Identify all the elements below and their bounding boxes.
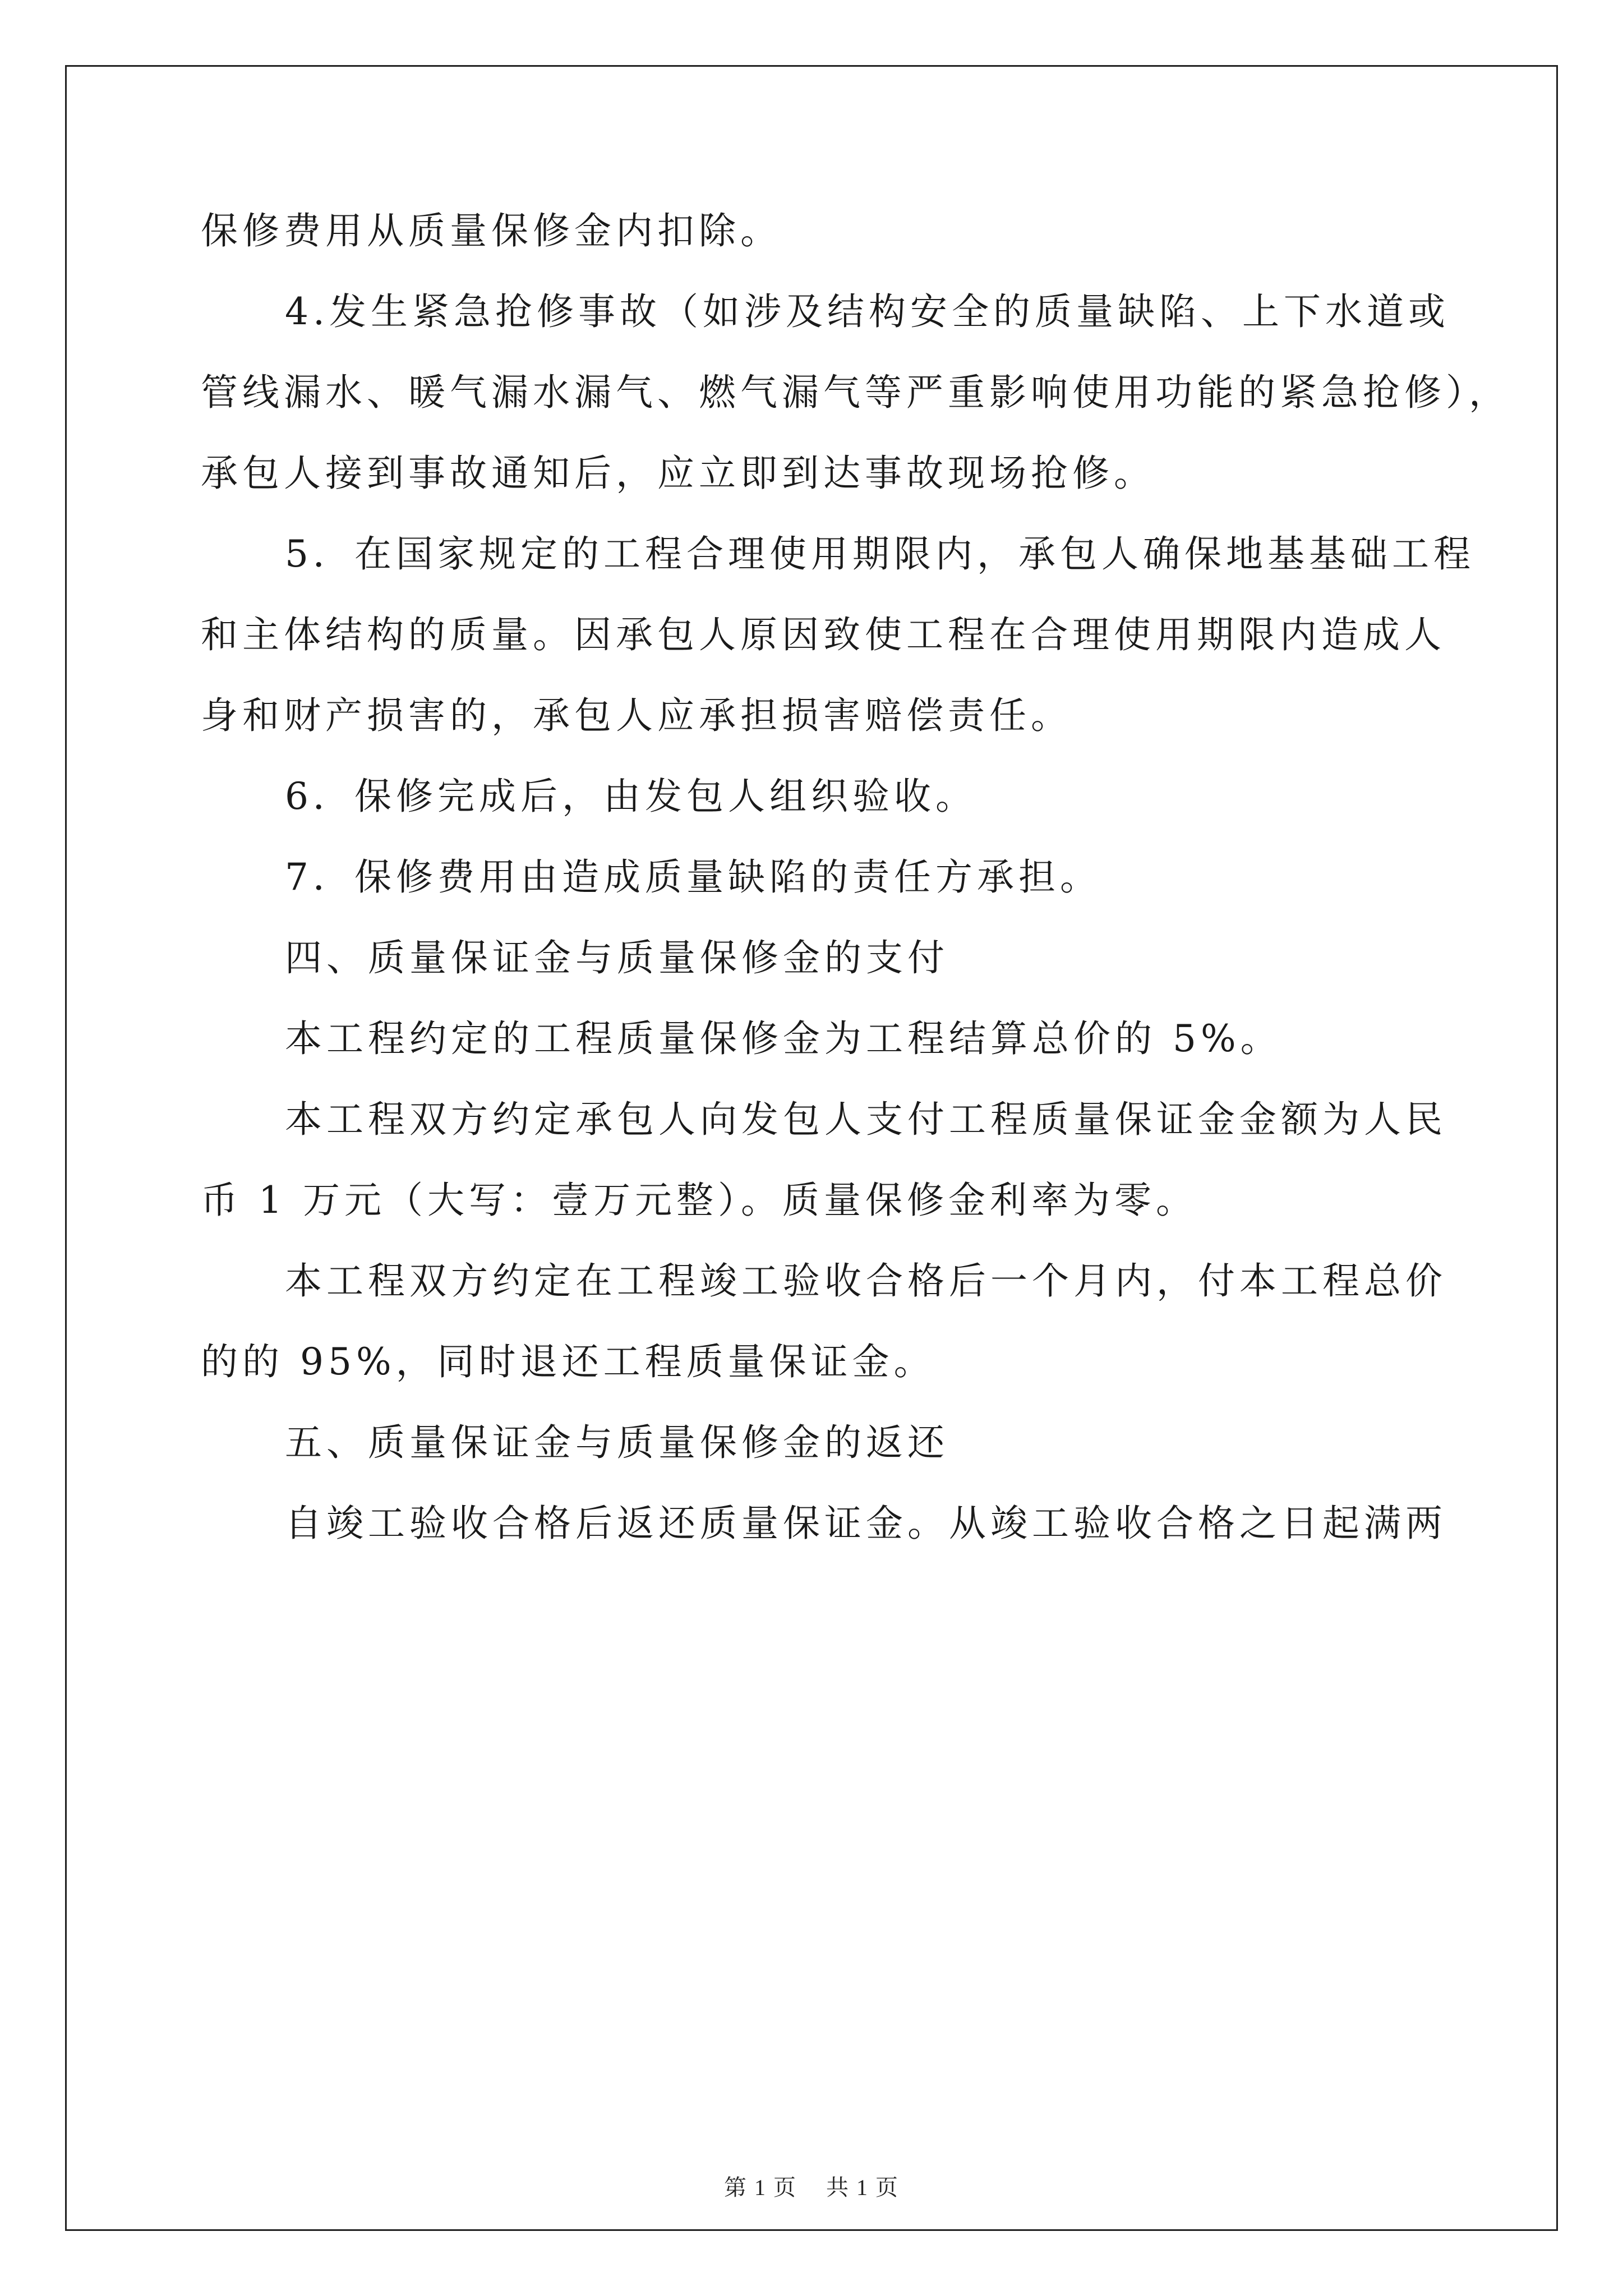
text-line: 本工程双方约定承包人向发包人支付工程质量保证金金额为人民	[285, 1098, 1447, 1141]
text-line: 5．在国家规定的工程合理使用期限内，承包人确保地基基础工程	[285, 532, 1475, 576]
page-footer	[0, 2170, 1623, 2202]
section-heading: 四、质量保证金与质量保修金的支付	[285, 936, 949, 979]
text-line: 7．保修费用由造成质量缺陷的责任方承担。	[285, 855, 1101, 899]
text-line: 4.发生紧急抢修事故（如涉及结构安全的质量缺陷、上下水道或	[285, 290, 1450, 333]
text-line: 6．保修完成后，由发包人组织验收。	[285, 775, 977, 818]
text-line: 自竣工验收合格后返还质量保证金。从竣工验收合格之日起满两	[285, 1502, 1447, 1545]
text-line: 本工程双方约定在工程竣工验收合格后一个月内，付本工程总价	[285, 1259, 1447, 1303]
text-line: 管线漏水、暖气漏水漏气、燃气漏气等严重影响使用功能的紧急抢修），	[201, 371, 1510, 414]
document-body	[201, 191, 1510, 1564]
text-line: 保修费用从质量保修金内扣除。	[201, 209, 782, 252]
text-line: 的的 95%，同时退还工程质量保证金。	[201, 1340, 935, 1383]
text-line: 身和财产损害的，承包人应承担损害赔偿责任。	[201, 694, 1072, 737]
text-line: 和主体结构的质量。因承包人原因致使工程在合理使用期限内造成人	[201, 613, 1446, 656]
text-line: 承包人接到事故通知后，应立即到达事故现场抢修。	[201, 452, 1155, 495]
section-heading: 五、质量保证金与质量保修金的返还	[285, 1421, 949, 1464]
text-line: 本工程约定的工程质量保修金为工程结算总价的 5%。	[285, 1017, 1282, 1060]
page-number: 第 1 页	[724, 2175, 797, 2200]
page-total: 共 1 页	[826, 2175, 899, 2200]
text-line: 币 1 万元（大写：壹万元整）。质量保修金利率为零。	[201, 1179, 1197, 1222]
